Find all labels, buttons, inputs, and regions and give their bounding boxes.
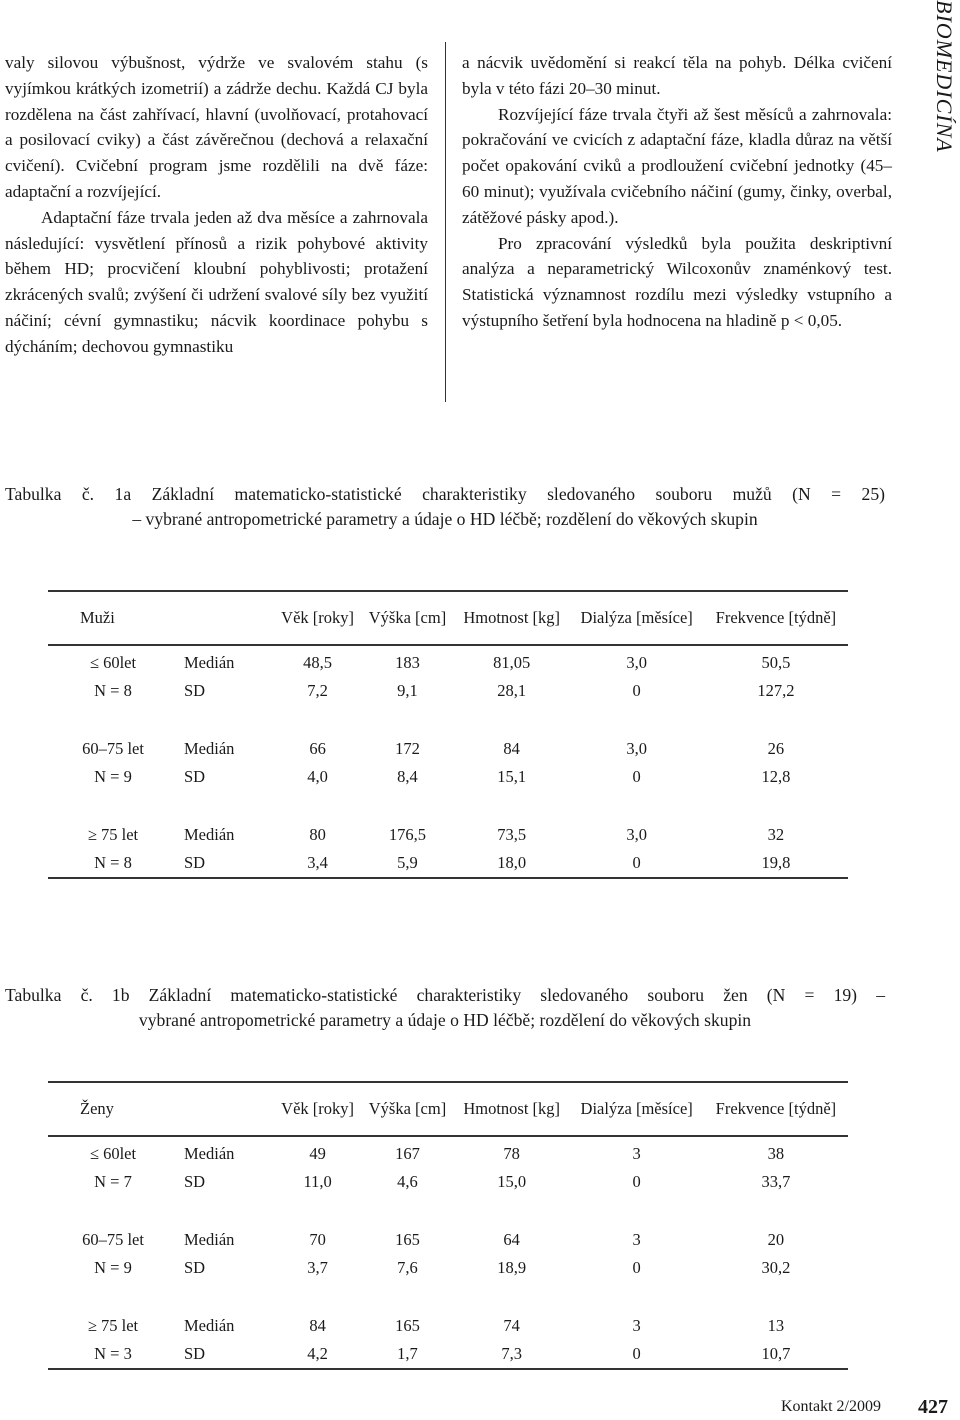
table-cell: 5,9 (361, 849, 454, 878)
table-cell: 18,9 (497, 1258, 527, 1277)
age-group-label: ≤ 60let (89, 1144, 137, 1163)
column-header: Frekvence [týdně] (704, 591, 848, 645)
left-text-column (5, 50, 428, 360)
table-row (48, 849, 848, 878)
table-cell: 20 (767, 1230, 785, 1249)
statistic-label: Medián (184, 825, 235, 844)
table-cell: 4,0 (307, 767, 328, 786)
journal-name: Kontakt 2/2009 (781, 1398, 881, 1415)
group-count: N = 9 (94, 1258, 132, 1277)
paragraph: a nácvik uvědomění si reakcí těla na pohyb. Délka cvičení byla v této fázi 20–30 minut. (462, 53, 892, 98)
paragraph: Adaptační fáze trvala jeden až dva měsíce a zahrnovala následující: vysvětlení přínosů a rizik pohybové aktivity během HD; procvičení kloubní pohyblivosti; protažení zkrácených svalů; zvýšení či udržení svalové síly bez využití náčiní; cévní gymnastiku; nácvik koordinace pohybu s dýcháním; dechovou gymnastiku (5, 207, 428, 356)
table-cell: 70 (309, 1230, 326, 1249)
table-row (48, 1226, 848, 1254)
table-cell: 183 (395, 653, 420, 672)
table-cell: 64 (503, 1230, 520, 1249)
table-cell: 66 (309, 739, 326, 758)
table-cell: 15,0 (497, 1172, 527, 1191)
caption-line: Tabulka č. 1a Základní matematicko-statistické charakteristiky sledovaného souboru mužů (N = 25) (5, 484, 885, 504)
table-cell: 84 (309, 1316, 326, 1335)
table-cell: 3,0 (626, 825, 647, 844)
table-row (48, 1140, 848, 1168)
table-cell: 11,0 (303, 1172, 332, 1191)
statistic-label: SD (184, 1172, 206, 1191)
table-cell: 8,4 (397, 767, 418, 786)
group-count: N = 7 (94, 1172, 132, 1191)
table-row (48, 1340, 848, 1369)
table-cell: 9,1 (397, 681, 418, 700)
statistic-label: SD (184, 767, 206, 786)
column-header: Ženy (48, 1082, 274, 1136)
group-count: N = 8 (94, 681, 132, 700)
table-cell: 15,1 (497, 767, 527, 786)
table-cell: 3,0 (626, 739, 647, 758)
table-cell: 78 (503, 1144, 520, 1163)
table-cell: 4,2 (274, 1340, 361, 1369)
table-row (48, 1254, 848, 1282)
column-header: Dialýza [měsíce] (570, 591, 704, 645)
page-number: 427 (918, 1396, 948, 1418)
column-header: Muži (48, 591, 274, 645)
column-header: Hmotnost [kg] (454, 1082, 570, 1136)
table-cell: 12,8 (761, 767, 791, 786)
table-cell: 48,5 (303, 653, 333, 672)
age-group-label: ≥ 75 let (87, 1316, 139, 1335)
table-row (48, 1168, 848, 1196)
data-table (48, 1081, 848, 1370)
table-cell: 33,7 (761, 1172, 791, 1191)
table-header-row (48, 591, 848, 645)
table-cell: 172 (395, 739, 420, 758)
table-caption (5, 482, 885, 532)
paragraph: valy silovou výbušnost, výdrže ve svalovém stahu (s vyjímkou krátkých izometrií) a zádrže dechu. Každá CJ byla rozdělena na část zahřívací, hlavní (uvolňovací, protahovací a posilovací cviky) a část závěrečnou (dechová a relaxační cvičení). Cvičební program jsme rozdělili na dvě fáze: adaptační a rozvíjející. (5, 53, 428, 201)
table-cell: 32 (767, 825, 785, 844)
table-row (48, 1312, 848, 1340)
table-cell: 73,5 (497, 825, 527, 844)
column-header: Výška [cm] (361, 1082, 454, 1136)
statistic-label: SD (184, 1258, 206, 1277)
table-cell: 0 (632, 767, 641, 786)
caption-line: Tabulka č. 1b Základní matematicko-statistické charakteristiky sledovaného souboru žen (N = 19) – (5, 985, 885, 1005)
table-cell: 0 (632, 1258, 641, 1277)
paragraph: Rozvíjející fáze trvala čtyři až šest měsíců a zahrnovala: pokračování ve cvicích z adaptační fáze, kladla důraz na větší počet opakování cviků a prodloužení cvičební jednotky (45–60 minut); využívala cvičebního náčiní (gumy, činky, overbal, zátěžové pásky apod.). (462, 104, 892, 227)
table-cell: 7,3 (454, 1340, 570, 1369)
table-cell: 7,6 (397, 1258, 418, 1277)
column-header: Hmotnost [kg] (454, 591, 570, 645)
group-count: N = 9 (94, 767, 132, 786)
statistic-label: SD (178, 1340, 274, 1369)
paragraph: Pro zpracování výsledků byla použita deskriptivní analýza a neparametrický Wilcoxonův znaménkový test. Statistická významnost rozdílu mezi výsledky vstupního a výstupního šetření byla hodnocena na hladině p < 0,05. (462, 233, 892, 330)
table-cell: 3 (632, 1144, 641, 1163)
table-row (48, 821, 848, 849)
table-cell: 165 (395, 1316, 420, 1335)
table-cell: 30,2 (761, 1258, 791, 1277)
table-cell: 49 (309, 1144, 326, 1163)
column-header: Frekvence [týdně] (704, 1082, 848, 1136)
table-cell: 3 (632, 1230, 641, 1249)
column-divider (445, 42, 446, 402)
age-group-label: 60–75 let (82, 739, 144, 758)
table-cell: 3,4 (274, 849, 361, 878)
table-cell: 3,0 (626, 653, 647, 672)
table-cell: 28,1 (497, 681, 527, 700)
table-cell: 7,2 (307, 681, 328, 700)
section-side-label: BIOMEDICÍNA (932, 0, 957, 153)
age-group-label: 60–75 let (82, 1230, 144, 1249)
table-cell: 4,6 (397, 1172, 418, 1191)
table-cell: 13 (767, 1316, 785, 1335)
table-cell: 26 (767, 739, 785, 758)
table-header-row (48, 1082, 848, 1136)
table-cell: 0 (570, 1340, 704, 1369)
caption-line: – vybrané antropometrické parametry a údaje o HD léčbě; rozdělení do věkových skupin (132, 509, 758, 529)
statistic-label: Medián (184, 739, 235, 758)
table-row (48, 677, 848, 705)
data-table (48, 590, 848, 879)
table-cell: 165 (395, 1230, 420, 1249)
statistic-label: SD (178, 849, 274, 878)
table-cell: 3,7 (307, 1258, 328, 1277)
table-cell: 127,2 (757, 681, 795, 700)
table-cell: 0 (632, 681, 641, 700)
statistic-label: Medián (184, 1230, 235, 1249)
statistic-label: SD (184, 681, 206, 700)
table-cell: 50,5 (761, 653, 791, 672)
column-header: Věk [roky] (274, 1082, 361, 1136)
table-row (48, 735, 848, 763)
table-cell: 1,7 (361, 1340, 454, 1369)
table-cell: 84 (503, 739, 520, 758)
table-cell: 19,8 (704, 849, 848, 878)
caption-line: vybrané antropometrické parametry a údaje o HD léčbě; rozdělení do věkových skupin (138, 1010, 752, 1030)
table-cell: 0 (632, 1172, 641, 1191)
table-cell: 176,5 (388, 825, 427, 844)
statistic-label: Medián (184, 1316, 235, 1335)
statistic-label: Medián (184, 1144, 235, 1163)
group-count: N = 8 (48, 849, 178, 878)
group-count: N = 3 (48, 1340, 178, 1369)
age-group-label: ≥ 75 let (87, 825, 139, 844)
table-cell: 0 (570, 849, 704, 878)
statistic-label: Medián (184, 653, 235, 672)
table-row (48, 649, 848, 677)
table-cell: 80 (309, 825, 326, 844)
table-cell: 74 (503, 1316, 520, 1335)
table-cell: 18,0 (454, 849, 570, 878)
column-header: Dialýza [měsíce] (570, 1082, 704, 1136)
table-cell: 3 (632, 1316, 641, 1335)
table-cell: 167 (395, 1144, 420, 1163)
table-cell: 10,7 (704, 1340, 848, 1369)
table-caption (5, 983, 885, 1033)
table-row (48, 763, 848, 791)
column-header: Výška [cm] (361, 591, 454, 645)
column-header: Věk [roky] (274, 591, 361, 645)
right-text-column (462, 50, 892, 334)
table-cell: 81,05 (493, 653, 531, 672)
age-group-label: ≤ 60let (89, 653, 137, 672)
table-cell: 38 (767, 1144, 785, 1163)
